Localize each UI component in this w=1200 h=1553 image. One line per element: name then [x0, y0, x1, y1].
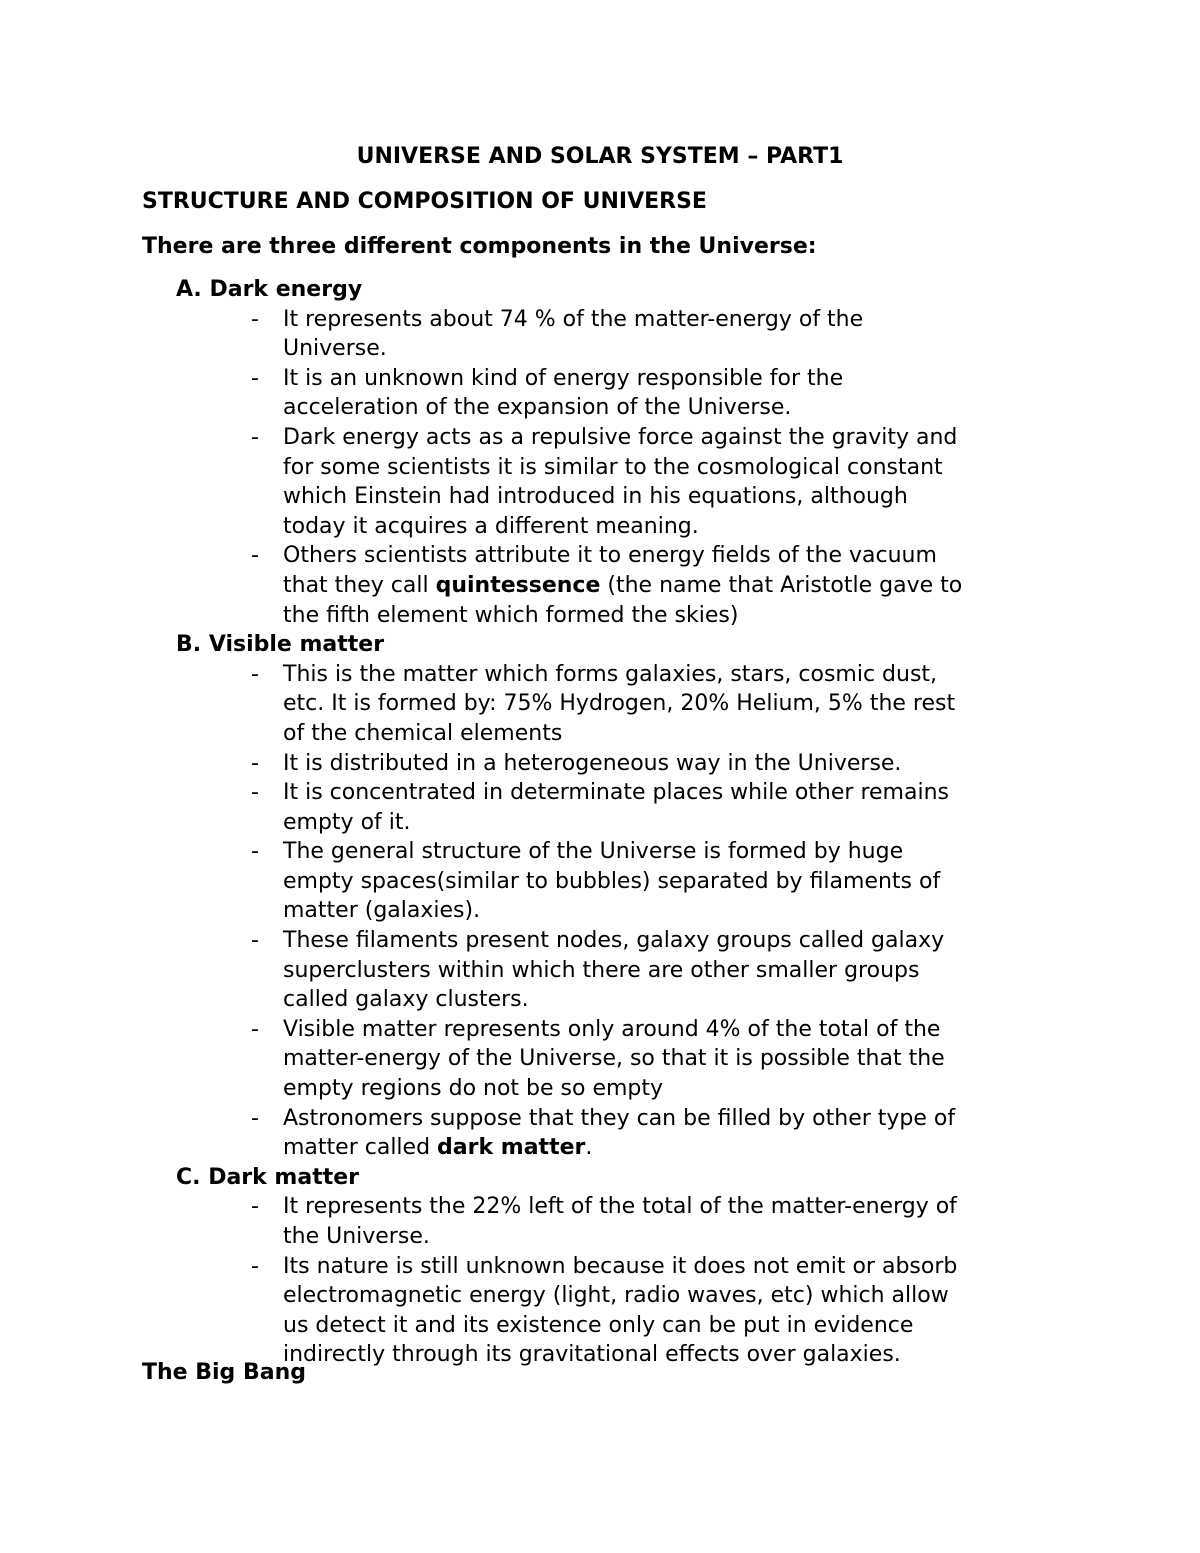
bullet-text: Others scientists attribute it to energy fields of the vacuum that they call: [283, 543, 937, 598]
list-item: [176, 1015, 963, 1104]
bullet-dash: -: [251, 1016, 259, 1042]
bullet-dash: -: [251, 543, 259, 569]
component-letter: A.: [176, 277, 202, 302]
bold-term: quintessence: [435, 572, 601, 598]
component-title: [176, 1163, 1076, 1193]
bullet-text: Dark energy acts as a repulsive force against the gravity and for some scientists it is similar to the cosmological constant which Einstein had introduced in his equations, although today it acquires a different meaning.: [283, 424, 958, 539]
bullet-dash: -: [251, 365, 259, 391]
component-letter: C.: [176, 1164, 201, 1190]
list-item: [176, 1192, 963, 1251]
bullet-text: (the name that Aristotle gave to the fifth element which formed the skies): [283, 572, 963, 628]
bullet-text: Astronomers suppose that they can be filled by other type of matter called: [283, 1105, 956, 1161]
intro-heading: There are three different components in the Universe:: [142, 234, 817, 259]
bullet-dash: -: [251, 928, 259, 954]
bullet-text: It is distributed in a heterogeneous way in the Universe.: [283, 750, 902, 776]
list-item: [176, 305, 963, 364]
document-title: UNIVERSE AND SOLAR SYSTEM – PART1: [356, 144, 844, 169]
bullet-text: This is the matter which forms galaxies, stars, cosmic dust, etc. It is formed by: 75% Hydrogen, 20% Helium, 5% the rest of the chemical elements: [283, 661, 956, 746]
component-section: [176, 630, 1076, 1163]
bullet-text: Its nature is still unknown because it does not emit or absorb electromagnetic energy (light, radio waves, etc) which allow us detect it and its existence only can be put in evidence indirectly through its gravitational effects over galaxies.: [283, 1253, 958, 1368]
list-item: [176, 1252, 963, 1370]
bullet-dash: -: [251, 1253, 259, 1279]
list-item: [176, 541, 963, 630]
bullet-list: [176, 660, 1076, 1163]
component-name: Dark energy: [209, 277, 363, 302]
bullet-dash: -: [251, 661, 259, 687]
component-title: [176, 630, 1076, 660]
list-item: [176, 423, 963, 541]
bullet-dash: -: [251, 1105, 259, 1131]
bullet-dash: -: [251, 750, 259, 776]
components-list: [176, 275, 1076, 1370]
component-title: [176, 275, 1076, 305]
list-item: [176, 660, 963, 749]
big-bang-heading: The Big Bang: [142, 1360, 306, 1385]
bullet-dash: -: [251, 839, 259, 865]
list-item: [176, 749, 963, 779]
section-heading: STRUCTURE AND COMPOSITION OF UNIVERSE: [142, 189, 707, 214]
component-section: [176, 275, 1076, 630]
list-item: [176, 926, 963, 1015]
bullet-text: The general structure of the Universe is formed by huge empty spaces(similar to bubbles) separated by filaments of matter (galaxies).: [283, 839, 941, 924]
bold-term: dark matter: [437, 1135, 586, 1161]
bullet-text: It is an unknown kind of energy responsible for the acceleration of the expansion of the Universe.: [283, 365, 844, 421]
bullet-dash: -: [251, 780, 259, 806]
bullet-text: It is concentrated in determinate places while other remains empty of it.: [283, 780, 949, 835]
component-name: Dark matter: [208, 1164, 360, 1190]
bullet-dash: -: [251, 424, 259, 450]
list-item: [176, 364, 963, 423]
bullet-text: .: [585, 1135, 593, 1161]
component-letter: B.: [176, 632, 202, 658]
bullet-dash: -: [251, 1194, 259, 1220]
bullet-list: [176, 1192, 1076, 1370]
list-item: [176, 1104, 963, 1163]
list-item: [176, 778, 963, 837]
list-item: [176, 837, 963, 926]
bullet-text: It represents the 22% left of the total of the matter-energy of the Universe.: [283, 1194, 957, 1249]
bullet-text: It represents about 74 % of the matter-energy of the Universe.: [283, 306, 864, 362]
component-section: [176, 1163, 1076, 1370]
bullet-list: [176, 305, 1076, 631]
component-name: Visible matter: [208, 632, 385, 658]
bullet-text: These filaments present nodes, galaxy groups called galaxy superclusters within which there are other smaller groups called galaxy clusters.: [283, 928, 945, 1013]
bullet-dash: -: [251, 306, 259, 332]
bullet-text: Visible matter represents only around 4% of the total of the matter-energy of the Universe, so that it is possible that the empty regions do not be so empty: [283, 1016, 945, 1102]
